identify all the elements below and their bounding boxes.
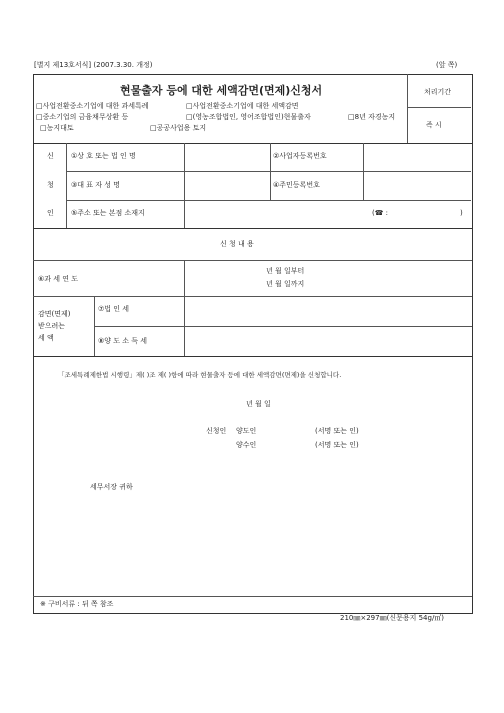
checkbox-box: □ bbox=[348, 113, 355, 121]
form-title: 현물출자 등에 대한 세액감면(면제)신청서 bbox=[120, 84, 323, 97]
checkbox-label: 사업전환중소기업에 대한 세액감면 bbox=[192, 102, 299, 110]
processing-split bbox=[407, 107, 471, 108]
checkbox-option-2[interactable] bbox=[186, 102, 299, 110]
phone-field[interactable] bbox=[398, 201, 453, 227]
checkbox-option-5[interactable] bbox=[348, 113, 395, 121]
checkbox-label: (영농조합법인, 영어조합법인)현물출자 bbox=[192, 113, 311, 121]
footer-divider bbox=[33, 596, 472, 597]
checkbox-box: □ bbox=[40, 124, 47, 132]
processing-value: 즉 시 bbox=[426, 121, 442, 129]
checkbox-box: □ bbox=[186, 113, 193, 121]
tax-year-divider bbox=[184, 260, 185, 296]
company-name-label: ①상 호 또는 법 인 명 bbox=[71, 152, 136, 160]
checkbox-option-6[interactable] bbox=[40, 124, 74, 132]
transferee-label: 양수인 bbox=[236, 441, 257, 449]
checkbox-option-3[interactable] bbox=[36, 113, 128, 121]
form-number: [별지 제13호서식] (2007.3.30. 개정) bbox=[34, 61, 153, 69]
checkbox-box: □ bbox=[36, 102, 43, 110]
checkbox-box: □ bbox=[36, 113, 43, 121]
checkbox-box: □ bbox=[186, 102, 193, 110]
checkbox-label: 중소기업의 금융채무상환 등 bbox=[42, 113, 129, 121]
applicant-side-char-2: 청 bbox=[47, 181, 54, 189]
transferor-label: 양도인 bbox=[236, 427, 257, 435]
resident-reg-label: ④주민등록번호 bbox=[273, 181, 320, 189]
phone-label: (☎ : bbox=[372, 209, 389, 217]
processing-label: 처리기간 bbox=[424, 88, 452, 96]
page-side-label: (앞 쪽) bbox=[436, 61, 458, 69]
application-statement: 「조세특례제한법 시행령」제( )조 제( )항에 따라 현물출자 등에 대한 세액감면(면제)을 신청합니다. bbox=[58, 371, 342, 379]
checkbox-option-4[interactable] bbox=[186, 113, 311, 121]
transferee-sign[interactable]: (서명 또는 인) bbox=[315, 441, 359, 449]
checkbox-label: 사업전환중소기업에 대한 과세특례 bbox=[42, 102, 149, 110]
applicant-side-char-1: 신 bbox=[47, 152, 54, 160]
phone-close: ) bbox=[460, 209, 463, 217]
applicant-side-divider bbox=[66, 143, 67, 228]
representative-field[interactable] bbox=[185, 172, 269, 199]
checkbox-label: 8년 자경농지 bbox=[354, 113, 396, 121]
business-reg-label: ②사업자등록번호 bbox=[273, 152, 327, 160]
address-label: ⑤주소 또는 본점 소재지 bbox=[71, 209, 145, 217]
applicant-sign-label: 신청인 bbox=[206, 427, 227, 435]
content-header: 신 청 내 용 bbox=[220, 240, 254, 248]
tax-year-to[interactable]: 년 월 일까지 bbox=[266, 280, 305, 288]
corporate-tax-label: ⑦법 인 세 bbox=[98, 305, 130, 313]
transferor-sign[interactable]: (서명 또는 인) bbox=[315, 427, 359, 435]
address-field[interactable] bbox=[185, 201, 365, 227]
resident-reg-field[interactable] bbox=[364, 172, 470, 199]
processing-divider bbox=[407, 74, 408, 143]
transfer-tax-label: ⑧양 도 소 득 세 bbox=[98, 337, 147, 345]
date-line[interactable]: 년 월 일 bbox=[246, 400, 271, 408]
business-reg-field[interactable] bbox=[364, 144, 470, 170]
checkbox-option-7[interactable] bbox=[150, 124, 206, 132]
reduction-bottom bbox=[33, 356, 472, 357]
paper-size: 210㎜×297㎜(신문용지 54g/㎡) bbox=[340, 614, 445, 622]
checkbox-option-1[interactable] bbox=[36, 102, 149, 110]
reduction-label-3: 세 액 bbox=[38, 334, 54, 342]
representative-label: ③대 표 자 성 명 bbox=[71, 181, 120, 189]
tax-year-from[interactable]: 년 월 일부터 bbox=[266, 267, 305, 275]
checkbox-label: 공공사업용 토지 bbox=[156, 124, 207, 132]
content-header-bottom bbox=[33, 260, 472, 261]
company-name-field[interactable] bbox=[185, 144, 269, 170]
applicant-bottom-border bbox=[33, 228, 472, 229]
reduction-label-2: 받으려는 bbox=[38, 322, 66, 330]
transfer-tax-field[interactable] bbox=[185, 327, 470, 355]
reduction-label-1: 감면(면제) bbox=[38, 310, 71, 318]
footer-note: ※ 구비서류 : 뒤 쪽 참조 bbox=[40, 600, 114, 608]
tax-year-label: ⑥과 세 연 도 bbox=[38, 275, 78, 283]
checkbox-box: □ bbox=[150, 124, 157, 132]
applicant-side-char-3: 인 bbox=[47, 209, 54, 217]
checkbox-label: 농지대토 bbox=[46, 124, 74, 132]
recipient: 세무서장 귀하 bbox=[90, 483, 133, 491]
corporate-tax-field[interactable] bbox=[185, 297, 470, 325]
